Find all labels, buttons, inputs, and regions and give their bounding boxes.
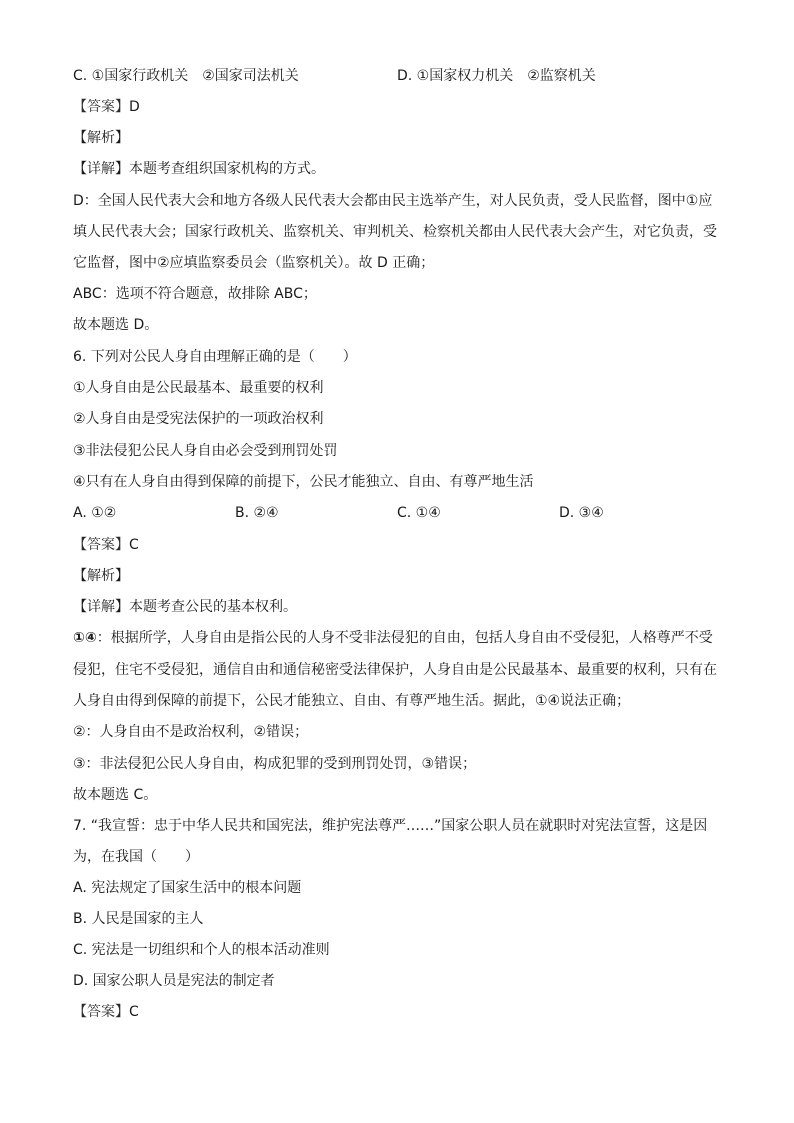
detail-text: 本题考查公民的基本权利。: [129, 599, 297, 615]
q5-options-row: [73, 66, 734, 86]
q6-detail: [73, 597, 734, 617]
q5-option-d: D. ①国家权力机关 ②监察机关: [397, 68, 596, 84]
q5-detail: [73, 159, 734, 179]
q7-stem-line: 为，在我国（ ）: [73, 849, 199, 865]
detail-label: 【详解】: [73, 161, 129, 177]
answer-value: D: [129, 99, 140, 115]
q6-stem: 6. 下列对公民人身自由理解正确的是（ ）: [73, 349, 357, 365]
q6-explain-line: 故本题选 C。: [73, 787, 158, 803]
q5-analysis-heading: 【解析】: [73, 130, 129, 146]
q6-answer: [73, 535, 734, 555]
q5-explain-line: 它监督，图中②应填监察委员会（监察机关）。故 D 正确；: [73, 255, 435, 271]
q6-item: ①人身自由是公民最基本、最重要的权利: [73, 380, 324, 396]
answer-value: C: [129, 1004, 139, 1020]
q6-explain-line: 人身自由得到保障的前提下，公民才能独立、自由、有尊严地生活。据此，①④说法正确；: [73, 693, 631, 709]
q5-explain-line: 填人民代表大会；国家行政机关、监察机关、审判机关、检察机关都由人民代表大会产生，对它负责，受: [73, 224, 717, 240]
q5-explain-line: ABC：选项不符合题意，故排除 ABC；: [73, 286, 317, 302]
answer-value: C: [129, 537, 139, 553]
detail-text: 本题考查组织国家机构的方式。: [129, 161, 325, 177]
detail-label: 【详解】: [73, 599, 129, 615]
q6-option-d: D. ③④: [559, 505, 604, 521]
q6-item: ③非法侵犯公民人身自由必会受到刑罚处罚: [73, 443, 338, 459]
q6-explain-line: [73, 628, 734, 648]
q6-explain-line: ③：非法侵犯公民人身自由，构成犯罪的受到刑罚处罚，③错误；: [73, 756, 477, 772]
q5-explain-line: 故本题选 D。: [73, 317, 159, 333]
q6-item: ④只有在人身自由得到保障的前提下，公民才能独立、自由、有尊严地生活: [73, 474, 534, 490]
q6-option-b: B. ②④: [235, 505, 279, 521]
q7-answer: [73, 1002, 734, 1022]
q5-explain-line: D：全国人民代表大会和地方各级人民代表大会都由民主选举产生，对人民负责，受人民监督，图中①应: [73, 193, 713, 209]
q7-option-c: C. 宪法是一切组织和个人的根本活动准则: [73, 942, 330, 958]
q7-option-b: B. 人民是国家的主人: [73, 911, 204, 927]
q5-answer: [73, 97, 734, 117]
answer-label: 【答案】: [73, 1004, 129, 1020]
q6-explain-lead: ①④: [73, 630, 97, 646]
q6-option-a: A. ①②: [73, 505, 117, 521]
q6-explain-text: ：根据所学，人身自由是指公民的人身不受非法侵犯的自由，包括人身自由不受侵犯，人格尊严不受: [96, 630, 713, 646]
answer-label: 【答案】: [73, 99, 129, 115]
q5-option-c: C. ①国家行政机关 ②国家司法机关: [73, 68, 299, 84]
q6-analysis-heading: 【解析】: [73, 568, 129, 584]
q7-stem-line: 7. “我宣誓：忠于中华人民共和国宪法，维护宪法尊严……”国家公职人员在就职时对宪法宣誓，这是因: [73, 818, 708, 834]
q6-option-c: C. ①④: [397, 505, 441, 521]
q6-item: ②人身自由是受宪法保护的一项政治权利: [73, 411, 324, 427]
q7-option-a: A. 宪法规定了国家生活中的根本问题: [73, 880, 302, 896]
q6-options-row: [73, 503, 734, 523]
q6-explain-line: 侵犯，住宅不受侵犯，通信自由和通信秘密受法律保护，人身自由是公民最基本、最重要的权利，只有在: [73, 662, 717, 678]
answer-label: 【答案】: [73, 537, 129, 553]
q7-option-d: D. 国家公职人员是宪法的制定者: [73, 973, 275, 989]
q6-explain-line: ②：人身自由不是政治权利，②错误；: [73, 724, 309, 740]
